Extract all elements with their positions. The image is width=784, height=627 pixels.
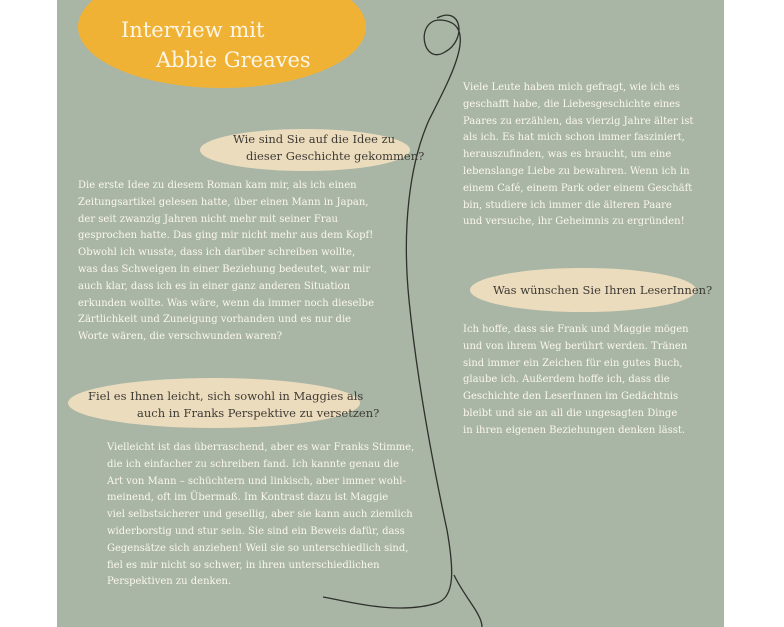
- question-2-line-2: auch in Franks Perspektive zu versetzen?: [137, 406, 380, 420]
- text-line: bin, studiere ich immer die älteren Paare: [463, 199, 672, 211]
- text-line: herauszufinden, was es braucht, um eine: [463, 149, 672, 161]
- text-line: viel selbstsicherer und gesellig, aber sie kann auch ziemlich: [107, 509, 413, 521]
- answer-2-paragraph: [107, 440, 414, 591]
- text-line: einem Café, einem Park oder einem Geschäft: [463, 182, 693, 194]
- text-line: Geschichte den LeserInnen im Gedächtnis: [463, 391, 679, 403]
- text-line: die ich einfacher zu schreiben fand. Ich kannte genau die: [107, 458, 400, 470]
- text-line: Paares zu erzählen, das vierzig Jahre älter ist: [463, 115, 694, 127]
- text-line: fiel es mir nicht so schwer, in ihren unterschiedlichen: [107, 559, 380, 571]
- answer-3-paragraph: [463, 322, 689, 440]
- interview-page: [57, 0, 724, 627]
- answer-1-paragraph: [78, 178, 374, 346]
- text-line: Ich hoffe, dass sie Frank und Maggie mögen: [463, 324, 689, 335]
- text-line: Viele Leute haben mich gefragt, wie ich es: [463, 82, 680, 93]
- text-line: meinend, oft im Übermaß. Im Kontrast dazu ist Maggie: [107, 492, 389, 504]
- text-line: geschafft habe, die Liebesgeschichte eines: [463, 98, 681, 110]
- answer-intro-paragraph: [463, 80, 693, 231]
- text-line: Zeitungsartikel gelesen hatte, über einen Mann in Japan,: [78, 196, 369, 208]
- text-line: Die erste Idee zu diesem Roman kam mir, als ich einen: [78, 180, 357, 191]
- text-line: widerborstig und stur sein. Sie sind ein Beweis dafür, dass: [107, 525, 405, 537]
- text-line: und versuche, ihr Geheimnis zu ergründen!: [463, 216, 685, 228]
- text-line: auch klar, dass ich es in einer ganz anderen Situation: [78, 280, 351, 292]
- text-line: der seit zwanzig Jahren nicht mehr mit seiner Frau: [78, 213, 338, 225]
- text-line: sind immer ein Zeichen für ein gutes Buch,: [463, 357, 683, 369]
- text-line: gesprochen hatte. Das ging mir nicht mehr aus dem Kopf!: [78, 230, 374, 242]
- question-3-line-1: Was wünschen Sie Ihren LeserInnen?: [493, 283, 713, 297]
- text-line: Art von Mann – schüchtern und linkisch, aber immer wohl-: [107, 475, 406, 487]
- question-2-line-1: Fiel es Ihnen leicht, sich sowohl in Maggies als: [88, 389, 364, 403]
- text-line: Perspektiven zu denken.: [107, 576, 232, 588]
- question-1-line-1: Wie sind Sie auf die Idee zu: [233, 132, 396, 146]
- page-title-line-1: Interview mit: [121, 18, 265, 42]
- text-line: und von ihrem Weg berührt werden. Tränen: [463, 340, 688, 352]
- text-line: was das Schweigen in einer Beziehung bedeutet, war mir: [78, 263, 371, 275]
- text-line: Worte wären, die verschwunden waren?: [78, 331, 283, 343]
- text-line: Vielleicht ist das überraschend, aber es war Franks Stimme,: [107, 442, 415, 453]
- question-1-line-2: dieser Geschichte gekommen?: [246, 149, 425, 163]
- text-line: als ich. Es hat mich schon immer fasziniert,: [463, 132, 685, 144]
- text-line: lebenslange Liebe zu bewahren. Wenn ich in: [463, 165, 690, 177]
- page-title-line-2: Abbie Greaves: [156, 48, 311, 72]
- text-line: Obwohl ich wusste, dass ich darüber schreiben wollte,: [78, 247, 356, 259]
- text-line: in ihren eigenen Beziehungen denken lässt.: [463, 424, 686, 436]
- text-line: Zärtlichkeit und Zuneigung vorhanden und es nur die: [78, 314, 352, 326]
- text-line: erkunden wollte. Was wäre, wenn da immer noch dieselbe: [78, 297, 374, 309]
- text-line: bleibt und sie an all die ungesagten Dinge: [463, 407, 678, 419]
- text-line: glaube ich. Außerdem hoffe ich, dass die: [463, 374, 670, 386]
- text-line: Gegensätze sich anziehen! Weil sie so unterschiedlich sind,: [107, 542, 409, 554]
